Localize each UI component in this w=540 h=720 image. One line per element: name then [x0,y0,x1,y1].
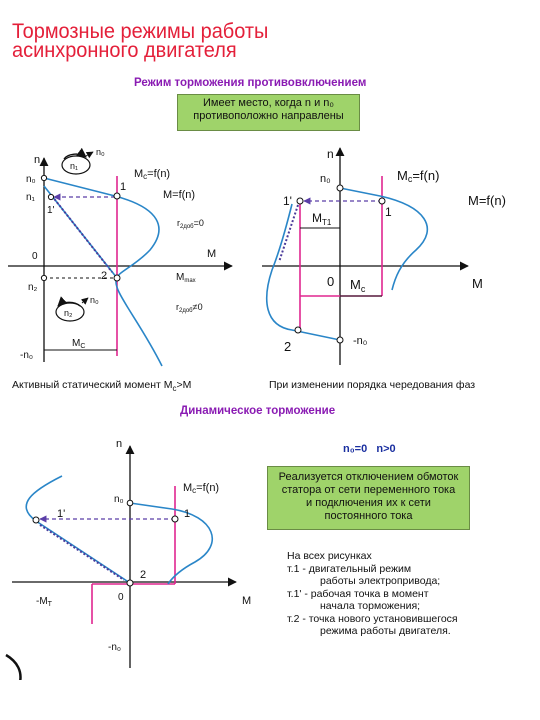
zero-label: 0 [32,251,38,262]
axis-n-label: n [34,154,41,166]
page-title [12,22,268,60]
minus-n0-label: -n₀ [20,350,34,361]
dynamic-box-line-3: и подключения их к сети [306,497,431,509]
point-1-prime-label: 1' [47,205,55,216]
minus-n0-label: -n₀ [108,642,122,653]
point-n0 [41,175,46,180]
point-1 [114,193,120,199]
condition-box-counter-switching [177,94,360,131]
note-line-5: начала торможения; [320,600,421,612]
point-2 [114,275,120,281]
point-minus-n0 [337,337,343,343]
point-1-prime-label: 1' [283,194,292,208]
diagram-phase-sequence-change [230,140,540,380]
mc-dimension-label: $M_C$ [72,338,86,350]
note-line-2: т.1 - двигательный режим [287,562,412,575]
point-1-prime [48,194,53,199]
title-line-2: асинхронного двигателя [12,39,237,62]
braking-path-line [40,525,124,580]
n0-arrow-bottom [82,298,88,303]
note-line-3: работы электропривода; [320,575,441,587]
point-2-label: 2 [284,339,292,354]
caption-active-static-moment: Активный статический момент $M_c>M$ [12,379,192,394]
note-line-7: режима работы двигателя. [320,625,451,637]
corner-arc-decoration [6,655,20,680]
mc-characteristic-label: Mc=f(n) [397,168,440,184]
m-max-label: $M_{max}$ [176,272,196,284]
diagram-dynamic-braking [0,430,270,680]
mc-characteristic-label: Mc=f(n) [134,168,171,181]
point-1-prime-label: 1' [57,508,66,520]
n0-label: n₀ [26,174,36,185]
circle-n1-label: n₁ [70,161,79,171]
point-2-label: 2 [101,270,108,282]
dynamic-box-line-1: Реализуется отключением обмоток [278,471,459,483]
minus-n0-label: -n₀ [353,335,368,347]
axis-m-label: M [472,276,483,291]
condition-box-dynamic-braking [267,466,470,530]
point-2 [295,327,301,333]
minus-mt-label: $-M_T$ [36,596,52,608]
axis-n-label: n [327,147,334,161]
n0-label: n₀ [114,494,124,505]
point-n0 [337,185,343,191]
point-n2 [41,275,46,280]
point-1-label: 1 [184,508,191,520]
point-1 [379,198,385,204]
circle-n0-label-top: n₀ [96,147,105,157]
point-1-label: 1 [385,205,392,219]
mc-label: $M_c$ [350,277,366,294]
r-zero-label: $r_{2доб}=0$ [177,218,204,230]
note-line-4: т.1' - рабочая точка в момент [287,587,429,600]
title-line-1: Тормозные режимы работы [12,20,269,43]
dynamic-braking-curve [26,476,130,583]
point-1 [172,516,178,522]
m-characteristic-label: M=f(n) [163,189,196,201]
axis-m-label: M [207,248,217,260]
point-2 [127,580,133,586]
point-1-label: 1 [120,181,127,193]
braking-path-line [279,205,298,262]
circle-n0-label-bottom: n₀ [90,295,99,305]
section-heading-dynamic-braking: Динамическое торможение [180,405,336,417]
caption-phase-sequence: При изменении порядка чередования фаз [269,379,476,391]
axis-n-label: n [116,438,123,450]
n0-arrow-top [86,152,93,156]
mc-characteristic-label: Mc=f(n) [183,482,220,495]
mt1-label: $M_{T1}$ [312,211,332,227]
dynamic-braking-condition: n₀=0 n>0 [343,443,396,455]
m-characteristic-label: M=f(n) [468,193,506,208]
section-heading-counter-switching: Режим торможения противовключением [134,77,367,89]
condition-box-line-1: Имеет место, когда n и n₀ [203,97,334,109]
zero-label: 0 [327,274,335,289]
point-2-label: 2 [140,569,147,581]
dynamic-box-line-2: статора от сети переменного тока [281,484,456,496]
r-nonzero-label: $r_{2доб}\ne 0$ [176,302,203,314]
axis-m-label: M [242,595,252,607]
note-line-1: На всех рисунках [287,550,372,562]
n2-label: n₂ [28,282,38,293]
circle-n2-label: n₂ [64,308,73,318]
dynamic-box-line-4: постоянного тока [324,510,413,522]
point-1-prime [33,517,39,523]
point-n0 [127,500,133,506]
zero-label: 0 [118,592,124,603]
n0-label: n₀ [320,173,331,185]
notes-block [287,550,458,638]
point-1-prime [297,198,303,204]
condition-box-line-2: противоположно направлены [193,110,344,122]
n1-label: n₁ [26,192,35,203]
note-line-6: т.2 - точка нового установившегося [287,612,458,625]
